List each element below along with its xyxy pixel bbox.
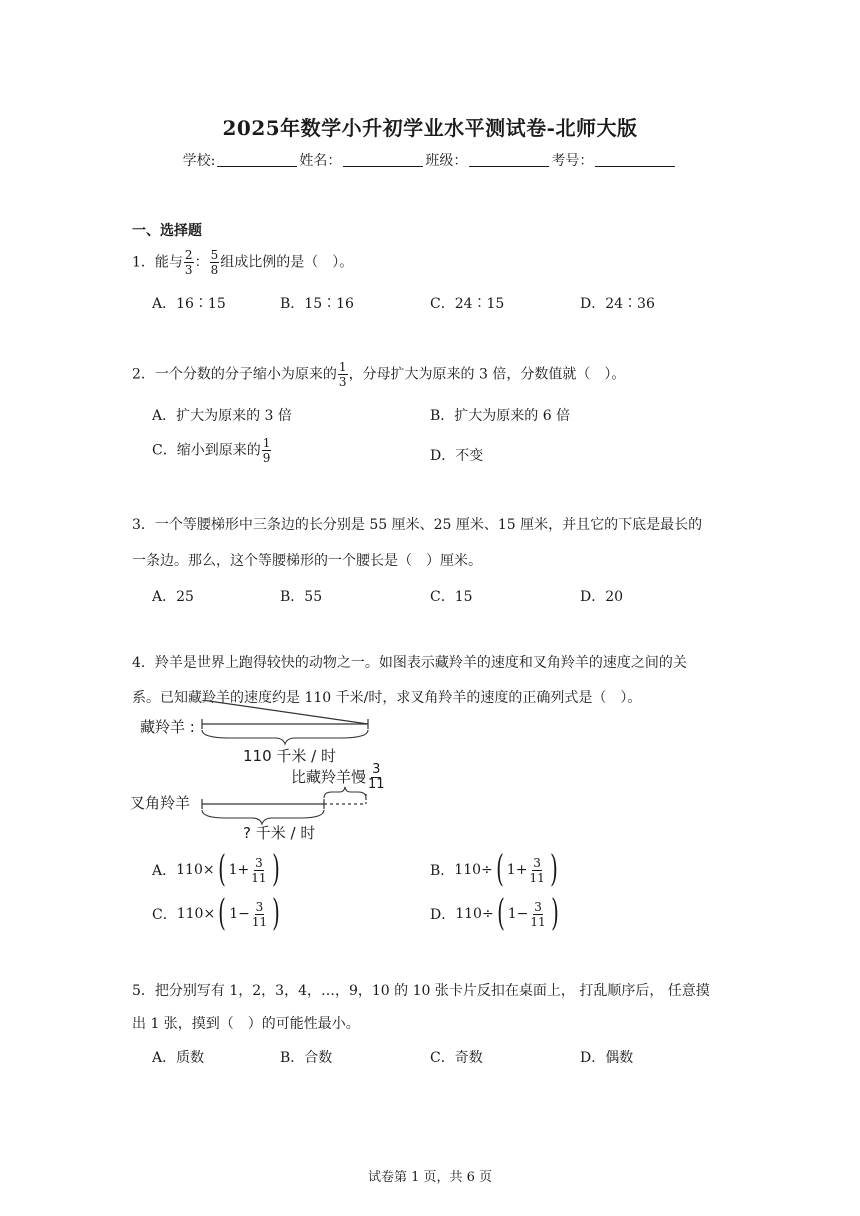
fraction [338, 360, 348, 389]
option-a[interactable] [152, 850, 283, 890]
option-letter: B． [430, 863, 455, 879]
fraction [184, 248, 194, 277]
numerator: 3 [255, 899, 264, 914]
denominator: 11 [529, 870, 545, 885]
tibetan-antelope-speed: 110 千米 / 时 [243, 747, 336, 765]
pronghorn-speed: ? 千米 / 时 [243, 824, 316, 842]
expression-op: 1+ [228, 862, 250, 878]
denominator: 9 [262, 451, 271, 465]
option-a[interactable]: A．16∶15 [152, 296, 226, 312]
option-a[interactable]: A．25 [152, 589, 194, 605]
option-c[interactable]: C．24∶15 [430, 296, 505, 312]
slower-text: 比藏羚羊慢 [291, 768, 367, 786]
question-text: ，分母扩大为原来的 3 倍，分数值就（ ）。 [348, 366, 626, 383]
option-d[interactable]: D．24∶36 [580, 296, 655, 312]
exam-no-blank [595, 152, 675, 167]
section-heading: 一、选择题 [132, 223, 202, 239]
option-expression [430, 850, 561, 890]
student-info-line [0, 150, 860, 170]
fraction [251, 900, 268, 929]
expression-base: 110× [176, 862, 215, 878]
question-number: 1． [132, 254, 155, 271]
brace-slower [324, 787, 366, 798]
option-expression [152, 850, 283, 890]
expression-op: 1− [507, 906, 529, 922]
question-number: 2． [132, 366, 155, 383]
option-d[interactable]: D．偶数 [580, 1050, 634, 1066]
question-5-line-1: 5．把分别写有 1，2，3，4，…，9，10 的 10 张卡片反扣在桌面上， 打乱顺序后， 任意摸 [132, 983, 710, 999]
paren-close: ) [271, 849, 280, 890]
numerator: 5 [210, 248, 219, 262]
paren-open: ( [495, 849, 504, 890]
numerator: 3 [533, 855, 541, 870]
class-blank [469, 152, 549, 167]
option-c[interactable]: C．奇数 [430, 1050, 483, 1066]
option-b[interactable]: B．扩大为原来的 6 倍 [430, 408, 571, 424]
expression-base: 110÷ [454, 862, 493, 878]
brace-top [202, 730, 368, 744]
paren-open: ( [217, 849, 226, 890]
option-letter: C． [152, 907, 177, 923]
fraction [250, 856, 267, 885]
option-b[interactable]: B．15∶16 [280, 296, 354, 312]
name-label: 姓名： [299, 153, 342, 169]
numerator: 3 [255, 855, 263, 870]
tibetan-segment [202, 700, 368, 724]
expression-op: 1+ [506, 862, 528, 878]
colon: ： [194, 254, 209, 271]
paren-open: ( [218, 893, 227, 934]
question-text: 能与 [154, 254, 183, 271]
option-a[interactable]: A．质数 [152, 1050, 205, 1066]
option-letter: A． [152, 863, 177, 879]
question-4-line-2: 系。已知藏羚羊的速度约是 110 千米/时，求叉角羚羊的速度的正确列式是（ ）。 [132, 690, 642, 706]
option-d[interactable]: D．不变 [430, 448, 484, 464]
option-expression [430, 894, 562, 934]
option-text: C．缩小到原来的 [152, 442, 261, 459]
option-b[interactable]: B．55 [280, 589, 323, 605]
line-segment-diagram [190, 700, 390, 840]
school-label: 学校: [182, 153, 216, 169]
denominator: 3 [338, 375, 347, 389]
fraction [529, 900, 546, 929]
denominator: 8 [210, 263, 219, 277]
option-c[interactable] [152, 436, 272, 465]
paren-close: ) [550, 893, 559, 934]
numerator: 2 [184, 248, 193, 262]
page-title: 2025年数学小升初学业水平测试卷-北师大版 [222, 116, 638, 140]
numerator: 3 [372, 762, 381, 777]
school-blank [217, 152, 297, 167]
denominator: 11 [368, 777, 385, 792]
pronghorn-label: 叉角羚羊 [130, 794, 191, 812]
option-letter: D． [430, 907, 456, 923]
question-2 [132, 360, 625, 389]
numerator: 3 [534, 899, 542, 914]
expression-base: 110÷ [455, 906, 494, 922]
class-label: 班级： [425, 153, 468, 169]
expression-base: 110× [176, 906, 216, 922]
paren-close: ) [549, 849, 558, 890]
option-d[interactable] [430, 894, 562, 934]
fraction [210, 248, 220, 277]
denominator: 11 [251, 914, 268, 929]
question-1 [132, 248, 353, 277]
question-5-line-2: 出 1 张，摸到（ ）的可能性最小。 [132, 1016, 360, 1032]
page-footer: 试卷第 1 页，共 6 页 [367, 1170, 493, 1185]
numerator: 1 [338, 360, 347, 374]
question-3-line-2: 一条边。那么，这个等腰梯形的一个腰长是（ ）厘米。 [132, 553, 482, 569]
question-3-line-1: 3．一个等腰梯形中三条边的长分别是 55 厘米、25 厘米、15 厘米，并且它的下底是最长的 [132, 517, 703, 533]
brace-bottom [202, 810, 324, 824]
denominator: 3 [184, 263, 193, 277]
denominator: 11 [251, 870, 267, 885]
option-a[interactable]: A．扩大为原来的 3 倍 [152, 408, 292, 424]
option-c[interactable] [152, 894, 283, 934]
paren-open: ( [496, 893, 505, 934]
denominator: 11 [530, 914, 546, 929]
question-text: 组成比例的是（ ）。 [220, 254, 354, 271]
numerator: 1 [262, 436, 271, 450]
option-expression [152, 894, 283, 934]
question-4-line-1: 4．羚羊是世界上跑得较快的动物之一。如图表示藏羚羊的速度和叉角羚羊的速度之间的关 [132, 655, 687, 671]
option-b[interactable]: B．合数 [280, 1050, 333, 1066]
fraction [262, 436, 272, 465]
exam-no-label: 考号： [551, 153, 594, 169]
fraction [528, 856, 545, 885]
tibetan-antelope-label: 藏羚羊 : [140, 718, 195, 736]
question-text: 一个分数的分子缩小为原来的 [154, 366, 337, 383]
option-d[interactable]: D．20 [580, 589, 624, 605]
option-c[interactable]: C．15 [430, 589, 473, 605]
name-blank [343, 152, 423, 167]
option-b[interactable] [430, 850, 561, 890]
expression-op: 1− [229, 906, 250, 922]
paren-close: ) [272, 893, 281, 934]
